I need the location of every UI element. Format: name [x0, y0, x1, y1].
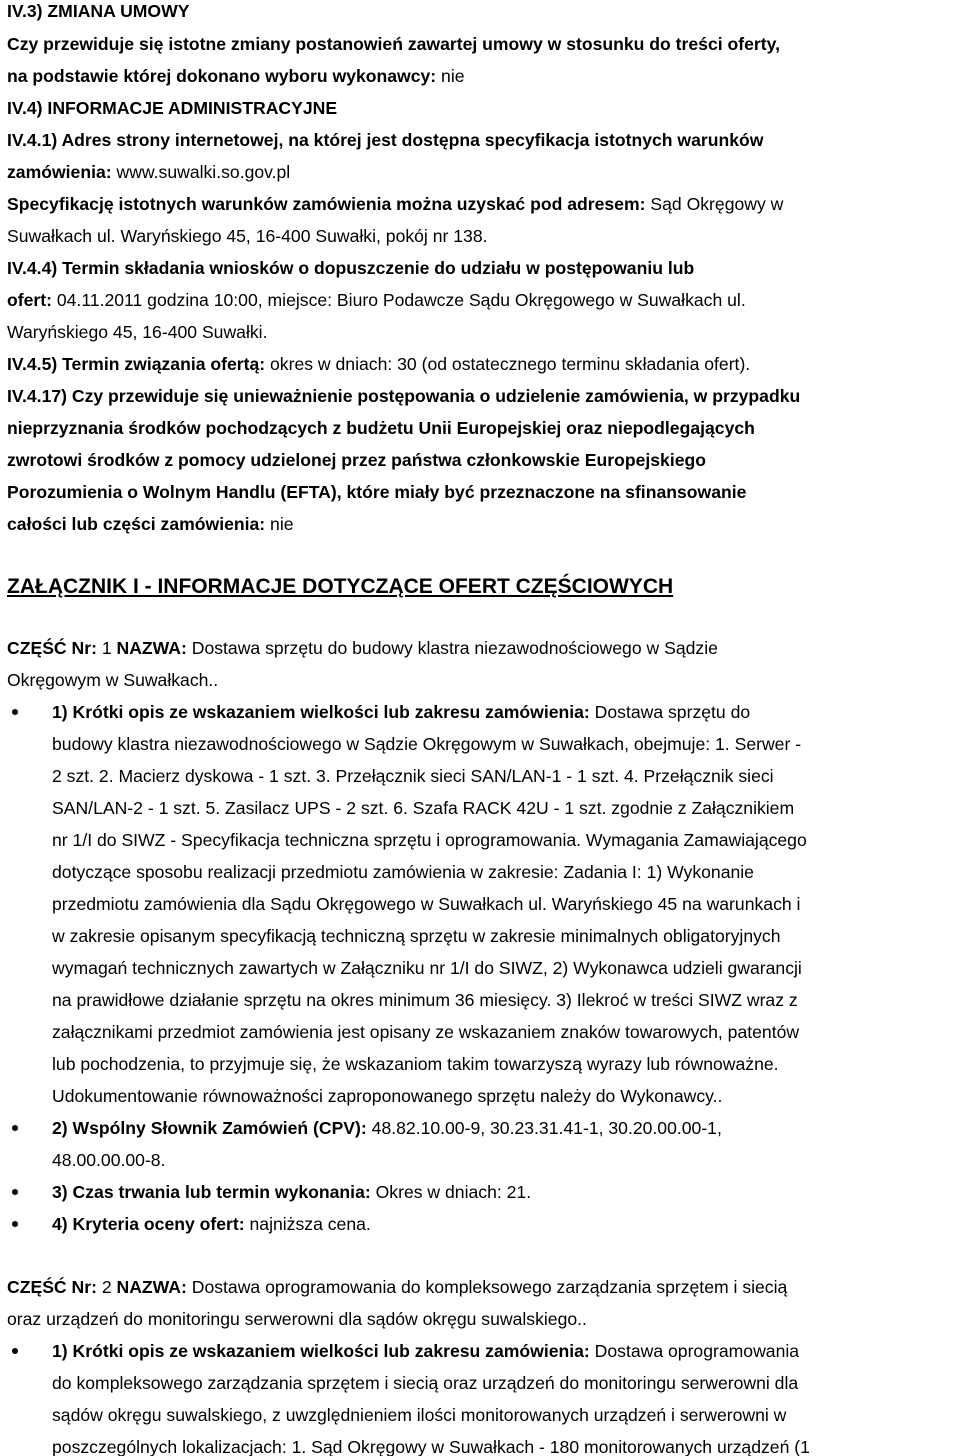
part1-title: CZĘŚĆ Nr: 1 NAZWA: Dostawa sprzętu do budowy klastra niezawodnościowego w Sądzie [7, 638, 718, 658]
list-item-text: do kompleksowego zarządzania sprzętem i siecią oraz urządzeń do monitoringu serwerowni dla [52, 1373, 799, 1393]
bullet-icon [12, 1348, 18, 1354]
text-line: Specyfikację istotnych warunków zamówienia można uzyskać pod adresem: Sąd Okręgowy w [7, 194, 784, 214]
part2-title: CZĘŚĆ Nr: 2 NAZWA: Dostawa oprogramowania do kompleksowego zarządzania sprzętem i siecią [7, 1277, 788, 1297]
text-line: zamówienia: www.suwalki.so.gov.pl [7, 162, 291, 182]
bullet-icon [12, 1125, 18, 1131]
list-item-text: 3) Czas trwania lub termin wykonania: Okres w dniach: 21. [52, 1182, 532, 1202]
list-item-text: sądów okręgu suwalskiego, z uwzględnieniem ilości monitorowanych urządzeń i serwerowni w [52, 1405, 787, 1425]
list-item-text: wymagań technicznych zawartych w Załączniku nr 1/I do SIWZ, 2) Wykonawca udzieli gwarancji [52, 958, 802, 978]
list-item-text: 1) Krótki opis ze wskazaniem wielkości lub zakresu zamówienia: Dostawa sprzętu do [52, 702, 751, 722]
list-item-text: SAN/LAN-2 - 1 szt. 5. Zasilacz UPS - 2 szt. 6. Szafa RACK 42U - 1 szt. zgodnie z Załącznikiem [52, 798, 795, 818]
list-item-text: Udokumentowanie równoważności zaproponowanego sprzętu należy do Wykonawcy.. [52, 1086, 723, 1106]
text-line: nieprzyznania środków pochodzących z budżetu Unii Europejskiej oraz niepodlegających [7, 418, 755, 438]
list-item-text: 1) Krótki opis ze wskazaniem wielkości lub zakresu zamówienia: Dostawa oprogramowania [52, 1341, 800, 1361]
bullet-icon [12, 709, 18, 715]
list-item-text: 2 szt. 2. Macierz dyskowa - 1 szt. 3. Przełącznik sieci SAN/LAN-1 - 1 szt. 4. Przełącznik sieci [52, 766, 774, 786]
list-item-text: poszczególnych lokalizacjach: 1. Sąd Okręgowy w Suwałkach - 180 monitorowanych urządzeń (1 [52, 1437, 810, 1456]
part2-title-cont: oraz urządzeń do monitoringu serwerowni dla sądów okręgu suwalskiego.. [7, 1309, 587, 1329]
list-item-text: 4) Kryteria oceny ofert: najniższa cena. [52, 1214, 371, 1234]
list-item-text: przedmiotu zamówienia dla Sądu Okręgowego w Suwałkach ul. Waryńskiego 45 na warunkach i [52, 894, 801, 914]
text-line: Suwałkach ul. Waryńskiego 45, 16-400 Suwałki, pokój nr 138. [7, 226, 488, 246]
bullet-icon [12, 1189, 18, 1195]
list-item-text: dotyczące sposobu realizacji przedmiotu zamówienia w zakresie: Zadania I: 1) Wykonanie [52, 862, 754, 882]
bullet-icon [12, 1221, 18, 1227]
text-line: całości lub części zamówienia: nie [7, 514, 294, 534]
section-heading-iv4: IV.4) INFORMACJE ADMINISTRACYJNE [7, 98, 338, 118]
list-item-text: 48.00.00.00-8. [52, 1150, 166, 1170]
text-line: Porozumienia o Wolnym Handlu (EFTA), które miały być przeznaczone na sfinansowanie [7, 482, 747, 502]
list-item-text: nr 1/I do SIWZ - Specyfikacja techniczna sprzętu i oprogramowania. Wymagania Zamawiającego [52, 830, 807, 850]
section-heading-iv3: IV.3) ZMIANA UMOWY [7, 1, 190, 21]
text-line: IV.4.4) Termin składania wniosków o dopuszczenie do udziału w postępowaniu lub [7, 258, 695, 278]
list-item-text: budowy klastra niezawodnościowego w Sądzie Okręgowym w Suwałkach, obejmuje: 1. Serwer - [52, 734, 802, 754]
list-item-text: w zakresie opisanym specyfikacją techniczną sprzętu w zakresie minimalnych obligatoryjnych [52, 926, 781, 946]
text-line: zwrotowi środków z pomocy udzielonej przez państwa członkowskie Europejskiego [7, 450, 706, 470]
text-line: IV.4.1) Adres strony internetowej, na której jest dostępna specyfikacja istotnych warunków [7, 130, 764, 150]
list-item-text: załącznikami przedmiot zamówienia jest opisany ze wskazaniem znaków towarowych, patentów [52, 1022, 800, 1042]
document-page [7, 0, 960, 1456]
text-line: Czy przewiduje się istotne zmiany postanowień zawartej umowy w stosunku do treści oferty, [7, 34, 780, 54]
text-line: na podstawie której dokonano wyboru wykonawcy: nie [7, 66, 465, 86]
list-item-text: lub pochodzenia, to przyjmuje się, że wskazaniom takim towarzyszą wyrazy lub równoważne. [52, 1054, 779, 1074]
annex-heading: ZAŁĄCZNIK I - INFORMACJE DOTYCZĄCE OFERT CZĘŚCIOWYCH [7, 575, 674, 598]
part1-title-cont: Okręgowym w Suwałkach.. [7, 670, 219, 690]
text-line: IV.4.5) Termin związania ofertą: okres w dniach: 30 (od ostatecznego terminu składania ofert). [7, 354, 751, 374]
list-item-text: 2) Wspólny Słownik Zamówień (CPV): 48.82.10.00-9, 30.23.31.41-1, 30.20.00.00-1, [52, 1118, 722, 1138]
text-line: Waryńskiego 45, 16-400 Suwałki. [7, 322, 268, 342]
text-line: IV.4.17) Czy przewiduje się unieważnienie postępowania o udzielenie zamówienia, w przypadku [7, 386, 801, 406]
list-item-text: na prawidłowe działanie sprzętu na okres minimum 36 miesięcy. 3) Ilekroć w treści SIWZ wraz z [52, 990, 798, 1010]
text-line: ofert: 04.11.2011 godzina 10:00, miejsce: Biuro Podawcze Sądu Okręgowego w Suwałkach ul. [7, 290, 746, 310]
